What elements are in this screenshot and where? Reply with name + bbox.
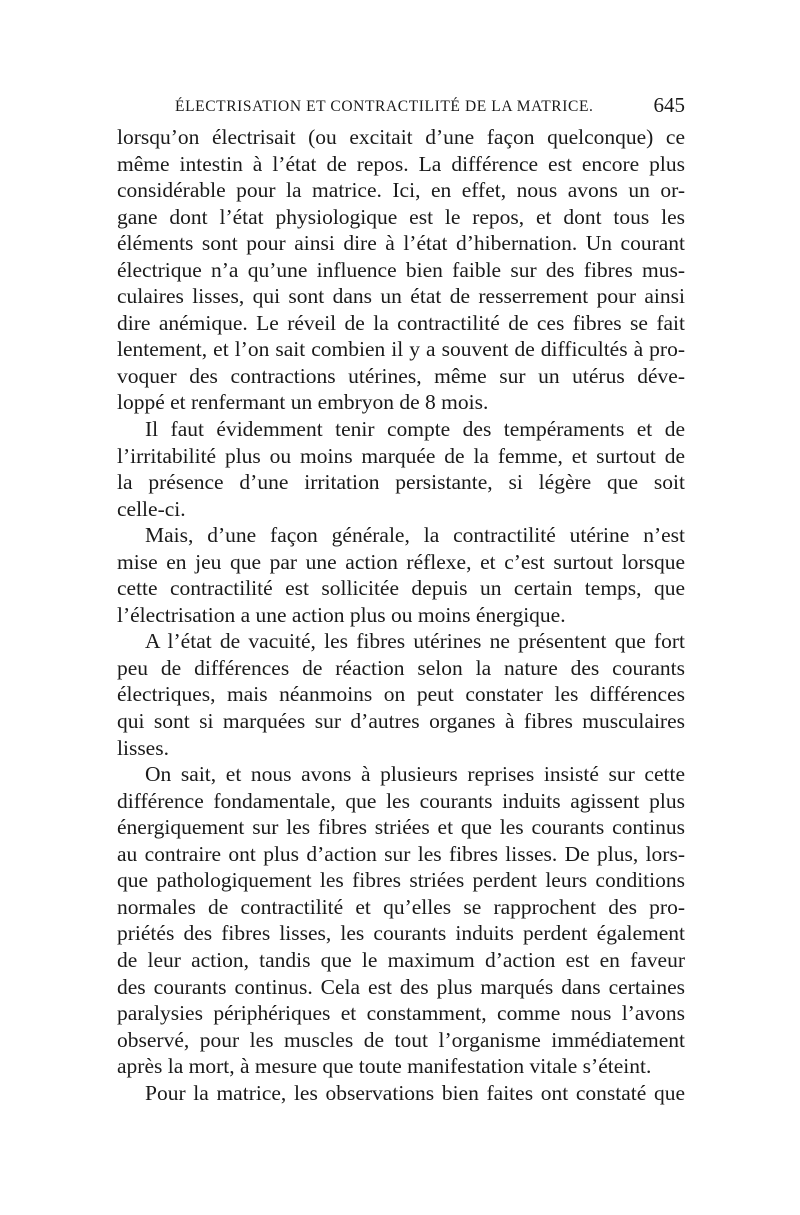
- text-line: que pathologiquement les fibres striées perdent leurs conditions: [117, 868, 685, 893]
- text-line: même intestin à l’état de repos. La différence est encore plus: [117, 151, 685, 176]
- text-line: gane dont l’état physiologique est le repos, et dont tous les: [117, 204, 685, 229]
- paragraph: [117, 628, 685, 761]
- page-number: 645: [653, 93, 685, 117]
- text-line: considérable pour la matrice. Ici, en effet, nous avons un or-: [117, 178, 685, 203]
- paragraph: [117, 416, 685, 522]
- text-line: A l’état de vacuité, les fibres utérines ne présentent que fort: [145, 629, 685, 654]
- page-header: [117, 93, 685, 122]
- text-line: au contraire ont plus d’action sur les fibres lisses. De plus, lors-: [117, 841, 685, 866]
- text-line: qui sont si marquées sur d’autres organes à fibres musculaires: [117, 709, 685, 734]
- text-line: celle-ci.: [117, 496, 186, 521]
- text-line: des courants continus. Cela est des plus marqués dans certaines: [117, 974, 685, 999]
- running-head: ÉLECTRISATION ET CONTRACTILITÉ DE LA MATRICE.: [175, 98, 594, 115]
- text-line: peu de différences de réaction selon la nature des courants: [117, 655, 685, 680]
- text-line: Il faut évidemment tenir compte des tempéraments et de: [145, 417, 685, 442]
- text-line: lorsqu’on électrisait (ou excitait d’une façon quelconque) ce: [117, 125, 685, 149]
- text-line: voquer des contractions utérines, même sur un utérus déve-: [117, 363, 685, 388]
- text-line: Mais, d’une façon générale, la contractilité utérine n’est: [145, 523, 685, 548]
- text-line: énergiquement sur les fibres striées et que les courants continus: [117, 815, 685, 840]
- text-line: culaires lisses, qui sont dans un état de resserrement pour ainsi: [117, 284, 685, 309]
- text-line: de leur action, tandis que le maximum d’action est en faveur: [117, 947, 685, 972]
- text-line: différence fondamentale, que les courants induits agissent plus: [117, 788, 685, 813]
- paragraph: [117, 124, 685, 416]
- text-line: la présence d’une irritation persistante, si légère que soit: [117, 470, 685, 495]
- text-line: observé, pour les muscles de tout l’organisme immédiatement: [117, 1027, 685, 1052]
- text-line: électrique n’a qu’une influence bien faible sur des fibres mus-: [117, 257, 685, 282]
- text-line: dire anémique. Le réveil de la contractilité de ces fibres se fait: [117, 310, 685, 335]
- text-line: l’électrisation a une action plus ou moins énergique.: [117, 602, 566, 627]
- text-line: On sait, et nous avons à plusieurs reprises insisté sur cette: [145, 762, 685, 787]
- text-line: électriques, mais néanmoins on peut constater les différences: [117, 682, 685, 707]
- text-line: cette contractilité est sollicitée depuis un certain temps, que: [117, 576, 685, 601]
- body-text: [117, 124, 685, 1106]
- text-line: l’irritabilité plus ou moins marquée de la femme, et surtout de: [117, 443, 685, 468]
- text-line: éléments sont pour ainsi dire à l’état d’hibernation. Un courant: [117, 231, 685, 256]
- text-line: mise en jeu que par une action réflexe, et c’est surtout lorsque: [117, 549, 685, 574]
- text-line: lentement, et l’on sait combien il y a souvent de difficultés à pro-: [117, 337, 685, 362]
- paragraph: [117, 761, 685, 1080]
- text-line: Pour la matrice, les observations bien faites ont constaté que: [145, 1080, 685, 1105]
- text-line: priétés des fibres lisses, les courants induits perdent également: [117, 921, 685, 946]
- text-line: loppé et renfermant un embryon de 8 mois.: [117, 390, 489, 415]
- text-line: paralysies périphériques et constamment, comme nous l’avons: [117, 1001, 685, 1026]
- paragraph: [117, 1080, 685, 1107]
- text-line: normales de contractilité et qu’elles se rapprochent des pro-: [117, 894, 685, 919]
- text-line: lisses.: [117, 735, 169, 760]
- paragraph: [117, 522, 685, 628]
- text-line: après la mort, à mesure que toute manifestation vitale s’éteint.: [117, 1054, 652, 1079]
